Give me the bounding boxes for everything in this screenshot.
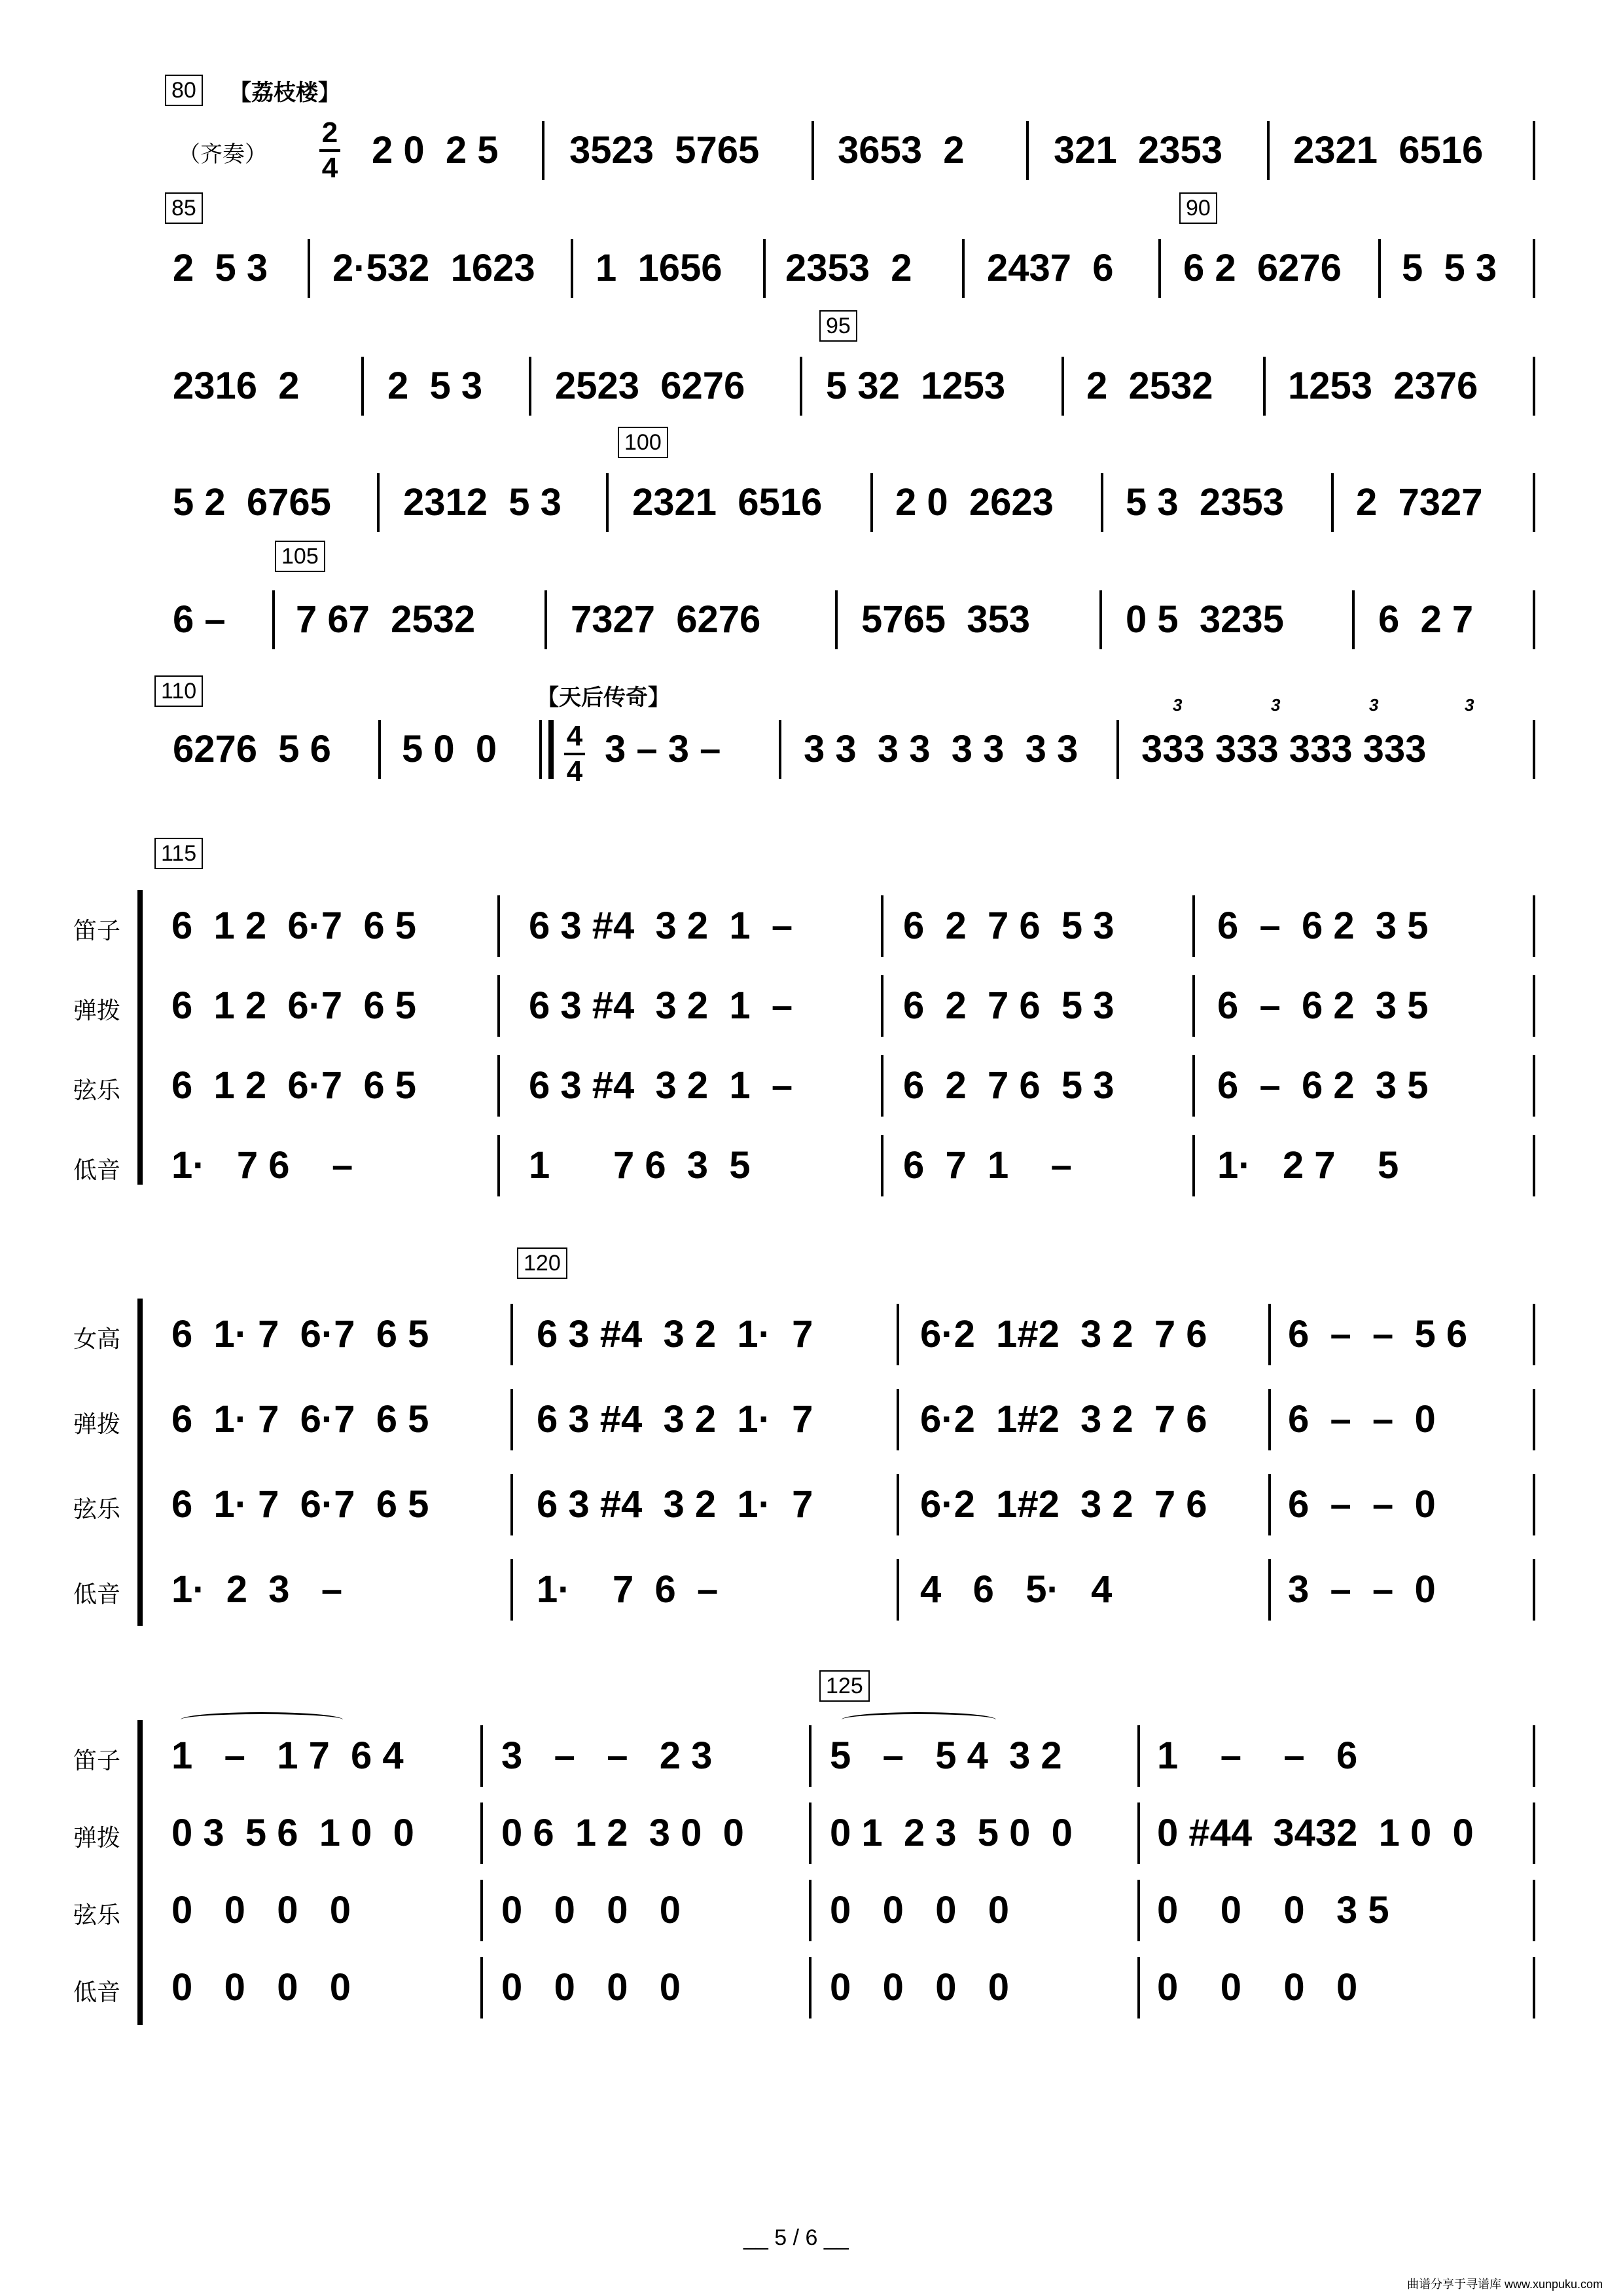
- measure-cell: 1· 2 3 –: [171, 1568, 343, 1611]
- measure-cell: 6 1· 7 6·7 6 5: [171, 1398, 429, 1441]
- barline: [480, 1957, 483, 2018]
- measure-cell: 4 6 5· 4: [920, 1568, 1113, 1611]
- measure-cell: 6 3 #4 3 2 1· 7: [537, 1313, 813, 1355]
- barline: [897, 1304, 899, 1365]
- measure-cell: 2437 6: [987, 247, 1114, 289]
- barline: [1533, 1304, 1535, 1365]
- barline: [510, 1474, 513, 1535]
- measure-cell: 6276 5 6: [173, 728, 331, 770]
- measure-number-110: 110: [154, 675, 203, 707]
- barline: [497, 1135, 500, 1196]
- measure-cell: 3 – – 2 3: [501, 1734, 713, 1777]
- measure-cell: 6 3 #4 3 2 1· 7: [537, 1483, 813, 1526]
- measure-cell: 2 5 3: [387, 365, 483, 407]
- measure-cell: 2353 2: [785, 247, 912, 289]
- measure-cell: 3653 2: [838, 129, 965, 171]
- measure-cell: 5 5 3: [1402, 247, 1497, 289]
- measure-cell: 6 – 6 2 3 5: [1217, 1064, 1429, 1107]
- section-title-tianhouchuanqi: 【天后传奇】: [537, 685, 670, 710]
- measure-cell: 0 5 3235: [1126, 598, 1284, 641]
- measure-cell: 2 0 2623: [895, 481, 1054, 524]
- measure-number-100: 100: [618, 427, 668, 458]
- part-label: 弹拨: [73, 1824, 121, 1851]
- measure-cell: 321 2353: [1054, 129, 1223, 171]
- barline: [510, 1559, 513, 1621]
- measure-cell: 6 2 7 6 5 3: [903, 984, 1115, 1027]
- measure-cell: 2316 2: [173, 365, 300, 407]
- staff-row: [0, 1299, 1623, 1371]
- barline: [1137, 1880, 1140, 1941]
- measure-cell: 2 0 2 5: [372, 129, 499, 171]
- time-signature-2-4: 2 4: [319, 118, 340, 183]
- barline: [480, 1803, 483, 1864]
- measure-cell: 2 2532: [1086, 365, 1213, 407]
- staff-row: [0, 1050, 1623, 1122]
- measure-cell: 6 –: [173, 598, 226, 641]
- triplet-mark: 3: [1369, 695, 1379, 715]
- measure-number-85: 85: [165, 192, 203, 224]
- barline: [1192, 895, 1195, 957]
- barline: [1533, 1725, 1535, 1787]
- barline: [497, 975, 500, 1037]
- measure-cell: 3 – – 0: [1288, 1568, 1436, 1611]
- measure-cell: 6 – – 5 6: [1288, 1313, 1468, 1355]
- barline: [480, 1725, 483, 1787]
- staff-row: [0, 890, 1623, 962]
- barline: [1137, 1725, 1140, 1787]
- measure-cell: 1 – 1 7 6 4: [171, 1734, 404, 1777]
- unison-row-6: [0, 713, 1623, 785]
- measure-cell: 1· 7 6 –: [171, 1144, 353, 1187]
- measure-cell: 0 1 2 3 5 0 0: [830, 1812, 1073, 1854]
- measure-cell: 0 0 0 0: [171, 1889, 351, 1931]
- unison-row-4: [0, 467, 1623, 539]
- barline: [1268, 1474, 1271, 1535]
- measure-cell: 5765 353: [861, 598, 1031, 641]
- measure-cell: 6·2 1#2 3 2 7 6: [920, 1483, 1207, 1526]
- measure-cell: 2 7327: [1356, 481, 1483, 524]
- measure-cell: 6 2 6276: [1183, 247, 1342, 289]
- staff-row: [0, 1952, 1623, 2024]
- barline: [1137, 1803, 1140, 1864]
- measure-cell: 0 0 0 3 5: [1157, 1889, 1389, 1931]
- time-signature-4-4: 4 4: [564, 721, 585, 787]
- unison-row-5: [0, 584, 1623, 656]
- part-label: 弹拨: [73, 997, 121, 1024]
- measure-cell: 0 0 0 0: [501, 1889, 681, 1931]
- barline: [1533, 1880, 1535, 1941]
- unison-row-1: [0, 115, 1623, 187]
- measure-cell: 5 3 2353: [1126, 481, 1284, 524]
- measure-cell: 6 – – 0: [1288, 1398, 1436, 1441]
- measure-cell: 0 0 0 0: [171, 1966, 351, 2009]
- barline: [1533, 1055, 1535, 1117]
- measure-cell: 7327 6276: [571, 598, 761, 641]
- barline: [881, 975, 883, 1037]
- barline: [1533, 1474, 1535, 1535]
- barline: [809, 1803, 812, 1864]
- measure-cell: 5 – 5 4 3 2: [830, 1734, 1062, 1777]
- barline: [897, 1474, 899, 1535]
- measure-cell: 333 333 333 333: [1141, 728, 1427, 770]
- barline: [809, 1725, 812, 1787]
- measure-cell: 6 – – 0: [1288, 1483, 1436, 1526]
- measure-cell: 7 67 2532: [296, 598, 476, 641]
- barline: [1192, 975, 1195, 1037]
- triplet-mark: 3: [1465, 695, 1474, 715]
- barline: [1192, 1135, 1195, 1196]
- measure-cell: 2·532 1623: [332, 247, 535, 289]
- measure-number-105: 105: [275, 541, 325, 572]
- measure-number-95: 95: [819, 310, 857, 342]
- barline: [809, 1880, 812, 1941]
- barline: [1533, 1135, 1535, 1196]
- measure-number-120: 120: [517, 1247, 567, 1279]
- measure-cell: 6 2 7 6 5 3: [903, 1064, 1115, 1107]
- unison-row-3: [0, 350, 1623, 422]
- measure-cell: 6 – 6 2 3 5: [1217, 984, 1429, 1027]
- measure-cell: 6 3 #4 3 2 1 –: [529, 984, 793, 1027]
- barline: [897, 1559, 899, 1621]
- triplet-mark: 3: [1173, 695, 1183, 715]
- measure-cell: 6 1 2 6·7 6 5: [171, 905, 417, 947]
- measure-cell: 3 3 3 3 3 3 3 3: [804, 728, 1079, 770]
- barline: [1137, 1957, 1140, 2018]
- measure-cell: 6 3 #4 3 2 1· 7: [537, 1398, 813, 1441]
- barline: [897, 1389, 899, 1450]
- part-label: 低音: [73, 1581, 121, 1607]
- staff-row: [0, 1797, 1623, 1869]
- barline: [1268, 1559, 1271, 1621]
- measure-number-90: 90: [1179, 192, 1217, 224]
- measure-cell: 1· 7 6 –: [537, 1568, 719, 1611]
- barline: [881, 1135, 883, 1196]
- unison-note: （齐奏）: [178, 142, 267, 167]
- measure-cell: 0 0 0 0: [830, 1966, 1010, 2009]
- measure-cell: 6 1· 7 6·7 6 5: [171, 1483, 429, 1526]
- measure-cell: 6 2 7 6 5 3: [903, 905, 1115, 947]
- measure-cell: 6 2 7: [1378, 598, 1474, 641]
- measure-cell: 6 3 #4 3 2 1 –: [529, 905, 793, 947]
- barline: [1192, 1055, 1195, 1117]
- measure-cell: 1 7 6 3 5: [529, 1144, 751, 1187]
- measure-cell: 0 0 0 0: [1157, 1966, 1358, 2009]
- measure-cell: 0 0 0 0: [830, 1889, 1010, 1931]
- measure-cell: 2321 6516: [632, 481, 823, 524]
- measure-number-115: 115: [154, 838, 203, 869]
- staff-row: [0, 1874, 1623, 1946]
- measure-cell: 5 32 1253: [826, 365, 1006, 407]
- measure-cell: 0 3 5 6 1 0 0: [171, 1812, 414, 1854]
- staff-row: [0, 1554, 1623, 1626]
- staff-row: [0, 970, 1623, 1042]
- measure-cell: 5 2 6765: [173, 481, 331, 524]
- measure-cell: 6 1· 7 6·7 6 5: [171, 1313, 429, 1355]
- watermark: 曲谱分享于寻谱库 www.xunpuku.com: [1407, 2278, 1603, 2291]
- measure-cell: 5 0 0: [402, 728, 497, 770]
- barline: [1268, 1304, 1271, 1365]
- barline: [497, 895, 500, 957]
- measure-cell: 2312 5 3: [403, 481, 562, 524]
- measure-number-125: 125: [819, 1670, 870, 1702]
- barline: [881, 1055, 883, 1117]
- measure-cell: 0 0 0 0: [501, 1966, 681, 2009]
- measure-cell: 3523 5765: [569, 129, 760, 171]
- measure-cell: 1 1656: [596, 247, 722, 289]
- measure-cell: 2523 6276: [555, 365, 745, 407]
- measure-cell: 6 3 #4 3 2 1 –: [529, 1064, 793, 1107]
- staff-row: [0, 1720, 1623, 1792]
- staff-row: [0, 1469, 1623, 1541]
- part-label: 弦乐: [73, 1077, 121, 1103]
- measure-cell: 6·2 1#2 3 2 7 6: [920, 1313, 1207, 1355]
- measure-cell: 6 1 2 6·7 6 5: [171, 1064, 417, 1107]
- staff-row: [0, 1130, 1623, 1202]
- part-label: 弦乐: [73, 1496, 121, 1522]
- page-number: __ 5 / 6 __: [743, 2225, 849, 2250]
- barline: [1533, 975, 1535, 1037]
- measure-cell: 0 #44 3432 1 0 0: [1157, 1812, 1474, 1854]
- barline: [1533, 895, 1535, 957]
- barline: [510, 1304, 513, 1365]
- measure-cell: 2 5 3: [173, 247, 268, 289]
- measure-cell: 1 – – 6: [1157, 1734, 1358, 1777]
- part-label: 低音: [73, 1157, 121, 1183]
- barline: [1533, 1803, 1535, 1864]
- measure-cell: 6 7 1 –: [903, 1144, 1072, 1187]
- part-label: 笛子: [73, 917, 121, 944]
- measure-cell: 0 6 1 2 3 0 0: [501, 1812, 744, 1854]
- barline: [881, 895, 883, 957]
- barline: [510, 1389, 513, 1450]
- unison-row-2: [0, 232, 1623, 304]
- barline: [809, 1957, 812, 2018]
- barline: [1533, 1559, 1535, 1621]
- measure-cell: 6 1 2 6·7 6 5: [171, 984, 417, 1027]
- part-label: 弦乐: [73, 1901, 121, 1928]
- measure-cell: 1253 2376: [1288, 365, 1478, 407]
- part-label: 低音: [73, 1979, 121, 2005]
- triplet-mark: 3: [1271, 695, 1281, 715]
- barline: [480, 1880, 483, 1941]
- barline: [1268, 1389, 1271, 1450]
- measure-cell: 2321 6516: [1293, 129, 1484, 171]
- barline: [1533, 1389, 1535, 1450]
- barline: [1533, 1957, 1535, 2018]
- barline: [497, 1055, 500, 1117]
- measure-cell: 6 – 6 2 3 5: [1217, 905, 1429, 947]
- measure-cell: 1· 2 7 5: [1217, 1144, 1399, 1187]
- staff-row: [0, 1384, 1623, 1456]
- part-label: 笛子: [73, 1747, 121, 1774]
- measure-number-80: 80: [165, 75, 203, 106]
- measure-cell: 3 – 3 –: [605, 728, 721, 770]
- section-title-lizhilou: 【荔枝楼】: [229, 81, 340, 105]
- measure-cell: 6·2 1#2 3 2 7 6: [920, 1398, 1207, 1441]
- part-label: 弹拨: [73, 1410, 121, 1437]
- part-label: 女高: [73, 1325, 121, 1352]
